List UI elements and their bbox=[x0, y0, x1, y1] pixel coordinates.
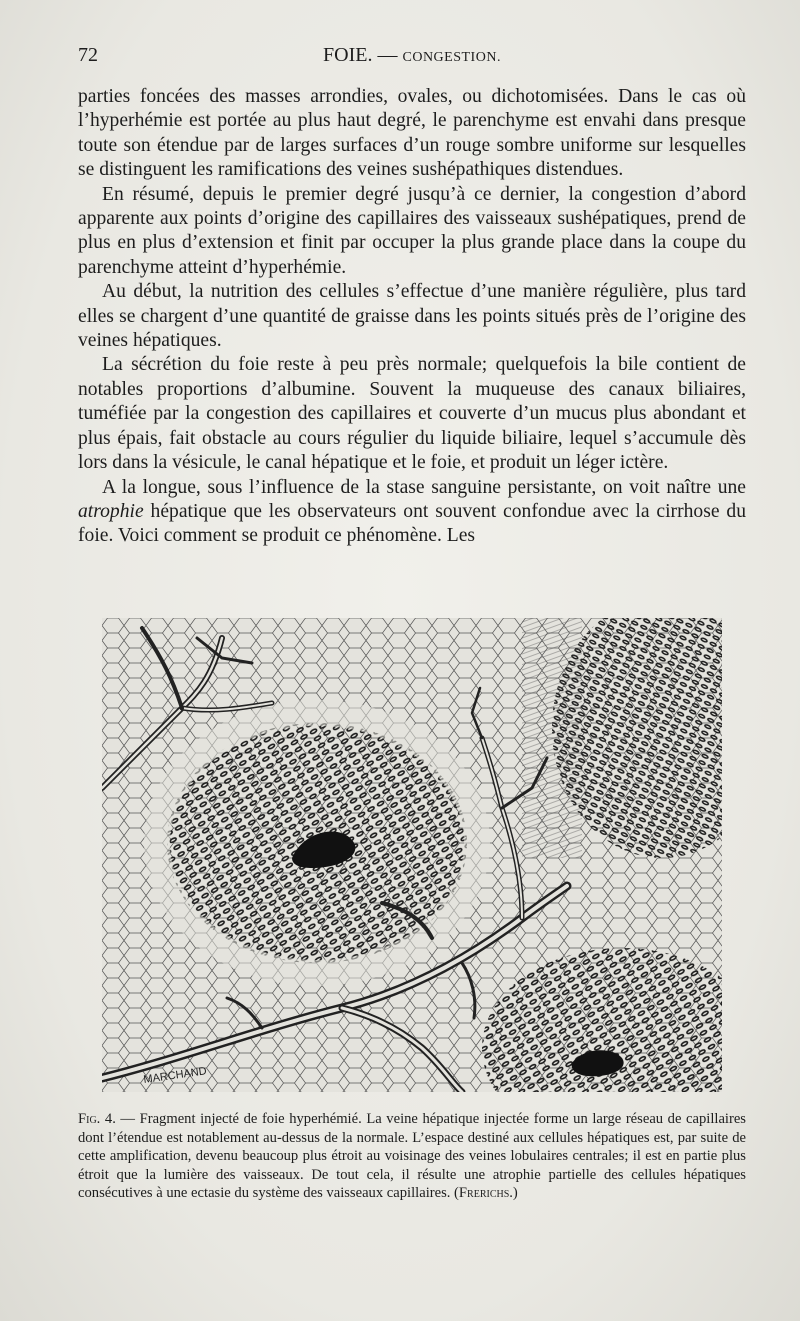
paragraph-2: En résumé, depuis le premier degré jusqu’à ce dernier, la congestion d’abord apparente aux points d’origine des capillaires des vaisseaux sushépatiques, prend de plus en plus d’extension et finit par occuper la plus grande place dans la coupe du parenchyme atteint d’hyperhémie. bbox=[78, 183, 746, 278]
atrophie-term: atrophie bbox=[78, 500, 144, 522]
page-number: 72 bbox=[78, 44, 98, 66]
paragraph-1: parties foncées des masses arrondies, ovales, ou dichotomisées. Dans le cas où l’hyperhémie est portée au plus haut degré, le parenchyme est envahi dans presque toute son étendue par de larges surfaces d’un rouge sombre uniforme sur lesquelles se distinguent les ramifications des veines sushépathiques distendues. bbox=[78, 86, 746, 181]
caption-author: Frerichs bbox=[458, 1185, 510, 1202]
paragraph-5-start: A la longue, sous l’influence de la stase sanguine persistante, on voit naître une bbox=[102, 476, 746, 498]
caption-text: — Fragment injecté de foie hyperhémié. La veine hépatique injectée forme un large réseau de capillaires dont l’étendue est notablement au-dessus de la normale. L’espace destiné aux cellules hépatiques est, par suite de cette amplification, devenu beaucoup plus étroit au voisinage des veines lobulaires centrales; il est en partie plus étroit que la lumière des vaisseaux. De tout cela, il résulte une atrophie partielle des cellules hépatiques consécutives à une ectasie du système des vaisseaux capillaires. ( bbox=[78, 1111, 746, 1202]
running-title bbox=[78, 44, 746, 67]
engraver-signature: MARCHAND bbox=[142, 1065, 208, 1086]
paragraph-3: Au début, la nutrition des cellules s’effectue d’une manière régulière, plus tard elles se chargent d’une quantité de graisse dans les points situés près de l’origine des veines hépatiques. bbox=[78, 281, 746, 352]
caption-end: .) bbox=[509, 1185, 518, 1202]
section-title: CONGESTION. bbox=[402, 50, 501, 65]
running-header bbox=[78, 44, 746, 72]
chapter-title: FOIE. bbox=[323, 44, 373, 66]
liver-engraving bbox=[102, 618, 722, 1092]
title-dash: — bbox=[372, 44, 403, 66]
engraving-figure bbox=[102, 618, 722, 1092]
paragraph-5-end: hépatique que les observateurs ont souvent confondue avec la cirrhose du foie. Voici comment se produit ce phénomène. Les bbox=[78, 500, 746, 547]
paragraph-4: La sécrétion du foie reste à peu près normale; quelquefois la bile contient de notables proportions d’albumine. Souvent la muqueuse des canaux biliaires, tuméfiée par la congestion des capillaires et couverte d’un mucus plus abondant et plus épais, fait obstacle au cours régulier du liquide biliaire, lequel s’accumule dès lors dans la vésicule, le canal hépatique et le foie, et produit un léger ictère. bbox=[78, 354, 746, 474]
body-text bbox=[78, 85, 746, 549]
figure-caption bbox=[78, 1110, 746, 1203]
paragraph-5 bbox=[78, 476, 746, 549]
figure-label: Fig. 4. bbox=[78, 1111, 116, 1127]
dense-lobule-right bbox=[522, 618, 722, 858]
